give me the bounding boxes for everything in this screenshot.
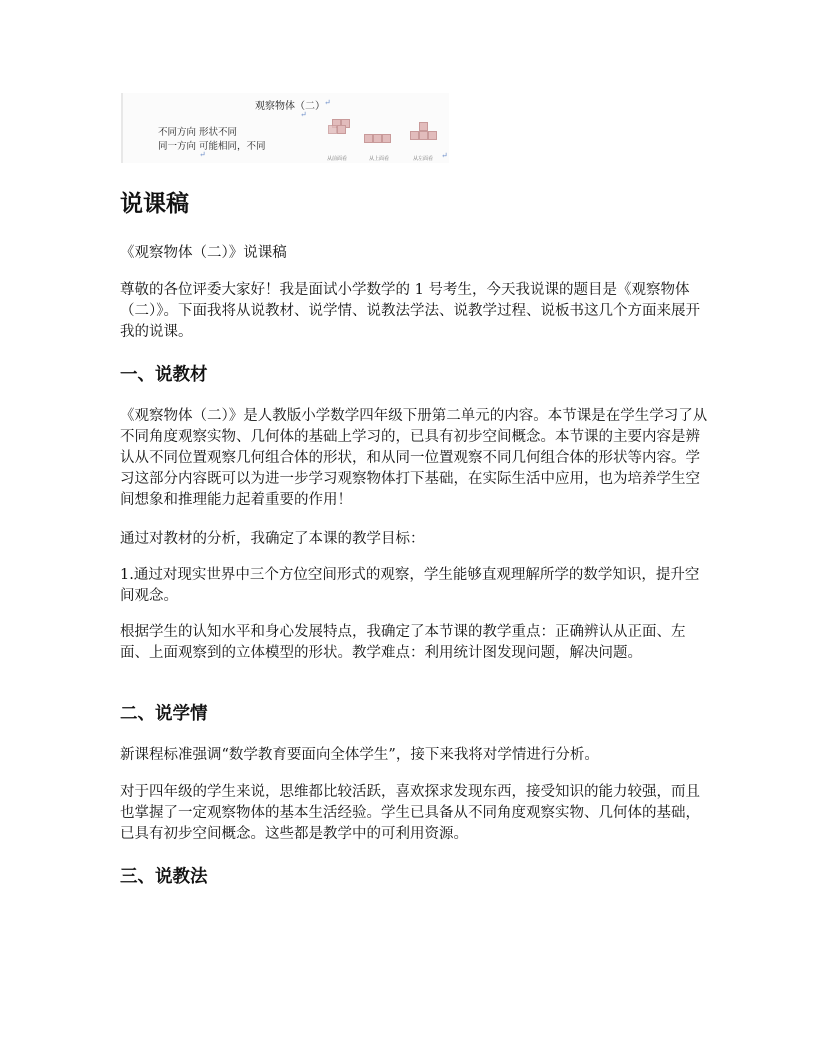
paragraph-mark-icon: ↵ bbox=[441, 151, 448, 160]
board-figure bbox=[121, 93, 449, 163]
section-heading-students: 二、说学情 bbox=[120, 704, 208, 724]
document-title: 说课稿 bbox=[120, 191, 189, 217]
caption-left: 从左面看 bbox=[413, 156, 434, 162]
figure-line-1: 不同方向 形状不同 bbox=[158, 127, 238, 138]
paragraph-mark-icon: ↵ bbox=[324, 98, 331, 107]
figure-line-2: 同一方向 可能相同，不同 bbox=[158, 141, 266, 152]
textbook-paragraph-1: 《观察物体（二）》是人教版小学数学四年级下册第二单元的内容。本节课是在学生学习了从不同角度观察实物、几何体的基础上学习的，已具有初步空间概念。本节课的主要内容是辨认从不同位置观察几何组合体的形状，和从同一位置观察不同几何组合体的形状等内容。学习这部分内容既可以为进一步学习观察物体打下基础，在实际生活中应用，也为培养学生空间想象和推理能力起着重要的作用！ bbox=[120, 408, 708, 508]
textbook-paragraph-3: 1.通过对现实世界中三个方位空间形式的观察，学生能够直观理解所学的数学知识，提升空间观念。 bbox=[120, 567, 700, 604]
paragraph-mark-icon: ↵ bbox=[300, 110, 307, 119]
intro-paragraph: 尊敬的各位评委大家好！我是面试小学数学的 1 号考生，今天我说课的题目是《观察物体（二）》。下面我将从说教材、说学情、说教法学法、说教学过程、说板书这几个方面来展开我的说课。 bbox=[120, 282, 700, 340]
document-subtitle: 《观察物体（二）》说课稿 bbox=[120, 245, 287, 261]
section-heading-methods: 三、说教法 bbox=[120, 867, 208, 887]
section-heading-textbook: 一、说教材 bbox=[120, 365, 208, 385]
paragraph-mark-icon: ↵ bbox=[199, 150, 206, 159]
students-paragraph-1: 新课程标准强调“数学教育要面向全体学生”，接下来我将对学情进行分析。 bbox=[120, 747, 599, 763]
textbook-paragraph-4: 根据学生的认知水平和身心发展特点，我确定了本节课的教学重点：正确辨认从正面、左面、上面观察到的立体模型的形状。教学难点：利用统计图发现问题，解决问题。 bbox=[120, 624, 686, 661]
caption-front: 从前面看 bbox=[327, 156, 348, 162]
students-paragraph-2: 对于四年级的学生来说，思维都比较活跃，喜欢探求发现东西，接受知识的能力较强，而且也掌握了一定观察物体的基本生活经验。学生已具备从不同角度观察实物、几何体的基础，已具有初步空间概念。这些都是教学中的可利用资源。 bbox=[120, 784, 700, 842]
caption-top: 从上面看 bbox=[369, 156, 390, 162]
textbook-paragraph-2: 通过对教材的分析，我确定了本课的教学目标： bbox=[120, 531, 425, 547]
figure-title: 观察物体（二） bbox=[255, 101, 325, 112]
